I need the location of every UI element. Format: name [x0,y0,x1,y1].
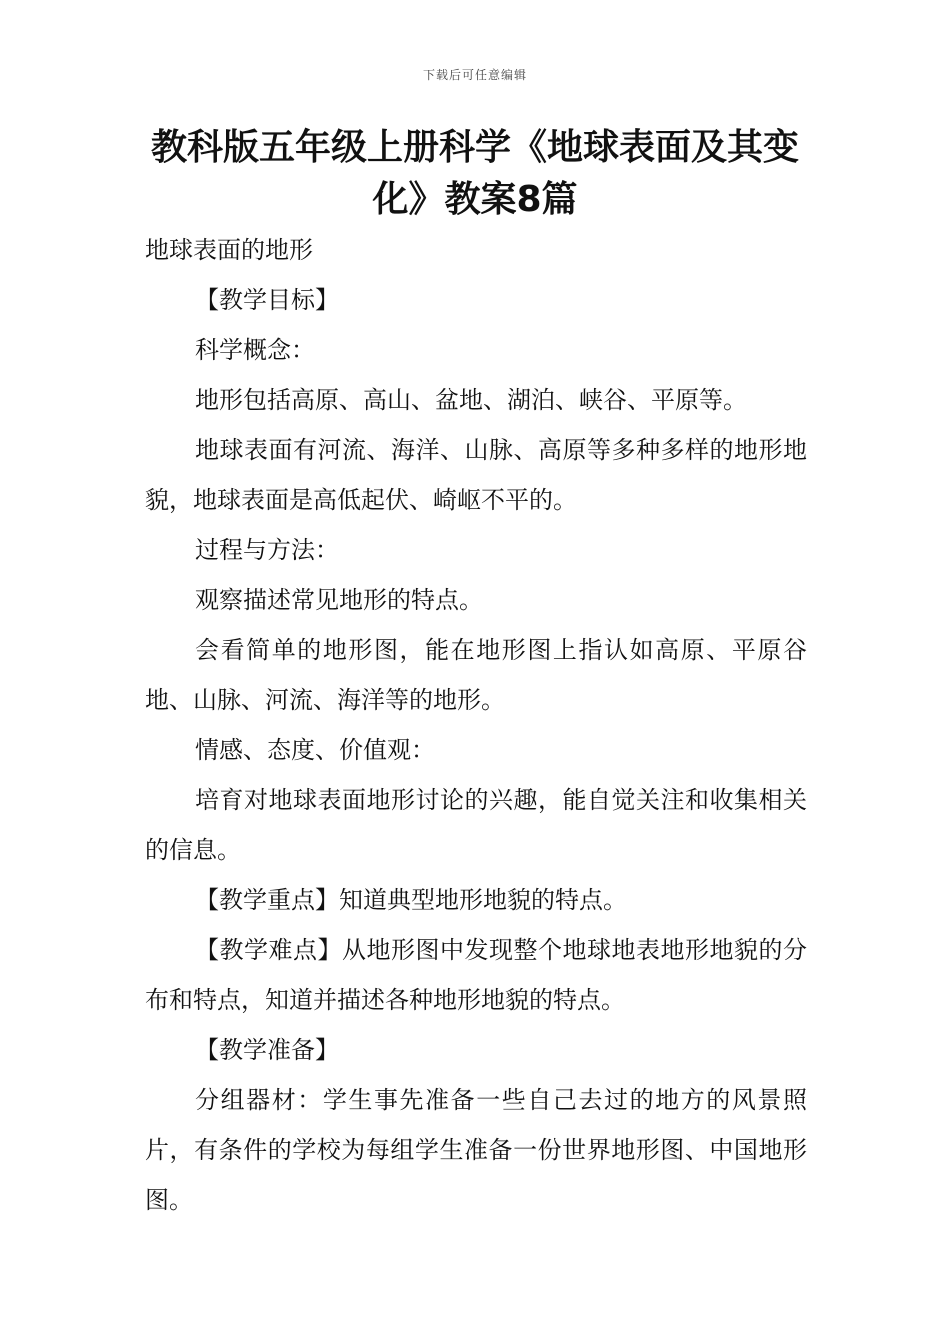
paragraph-difficulties: 【教学难点】从地形图中发现整个地球地表地形地貌的分布和特点，知道并描述各种地形地貌的特点。 [145,936,807,1014]
paragraph: 会看简单的地形图，能在地形图上指认如高原、平原谷地、山脉、河流、海洋等的地形。 [145,636,807,714]
paragraph-preparation: 【教学准备】 [195,1036,339,1064]
paragraph-key-points: 【教学重点】知道典型地形地貌的特点。 [195,886,627,914]
paragraph-attitudes-values: 情感、态度、价值观： [195,736,435,764]
header-note: 下载后可任意编辑 [422,68,527,82]
document-title: 教科版五年级上册科学《地球表面及其变化》教案8篇 [150,127,799,220]
paragraph: 培育对地球表面地形讨论的兴趣，能自觉关注和收集相关的信息。 [145,786,807,864]
paragraph: 分组器材：学生事先准备一些自己去过的地方的风景照片，有条件的学校为每组学生准备一份世界地形图、中国地形图。 [145,1086,807,1214]
paragraph: 地球表面有河流、海洋、山脉、高原等多种多样的地形地貌，地球表面是高低起伏、崎岖不平的。 [145,436,807,514]
paragraph-teaching-objectives: 【教学目标】 [195,286,339,314]
document-body [145,225,807,1225]
paragraph-process-methods: 过程与方法： [195,536,339,564]
paragraph-science-concepts: 科学概念： [195,336,315,364]
section-heading: 地球表面的地形 [145,236,313,264]
paragraph: 观察描述常见地形的特点。 [195,586,483,614]
paragraph: 地形包括高原、高山、盆地、湖泊、峡谷、平原等。 [195,386,747,414]
